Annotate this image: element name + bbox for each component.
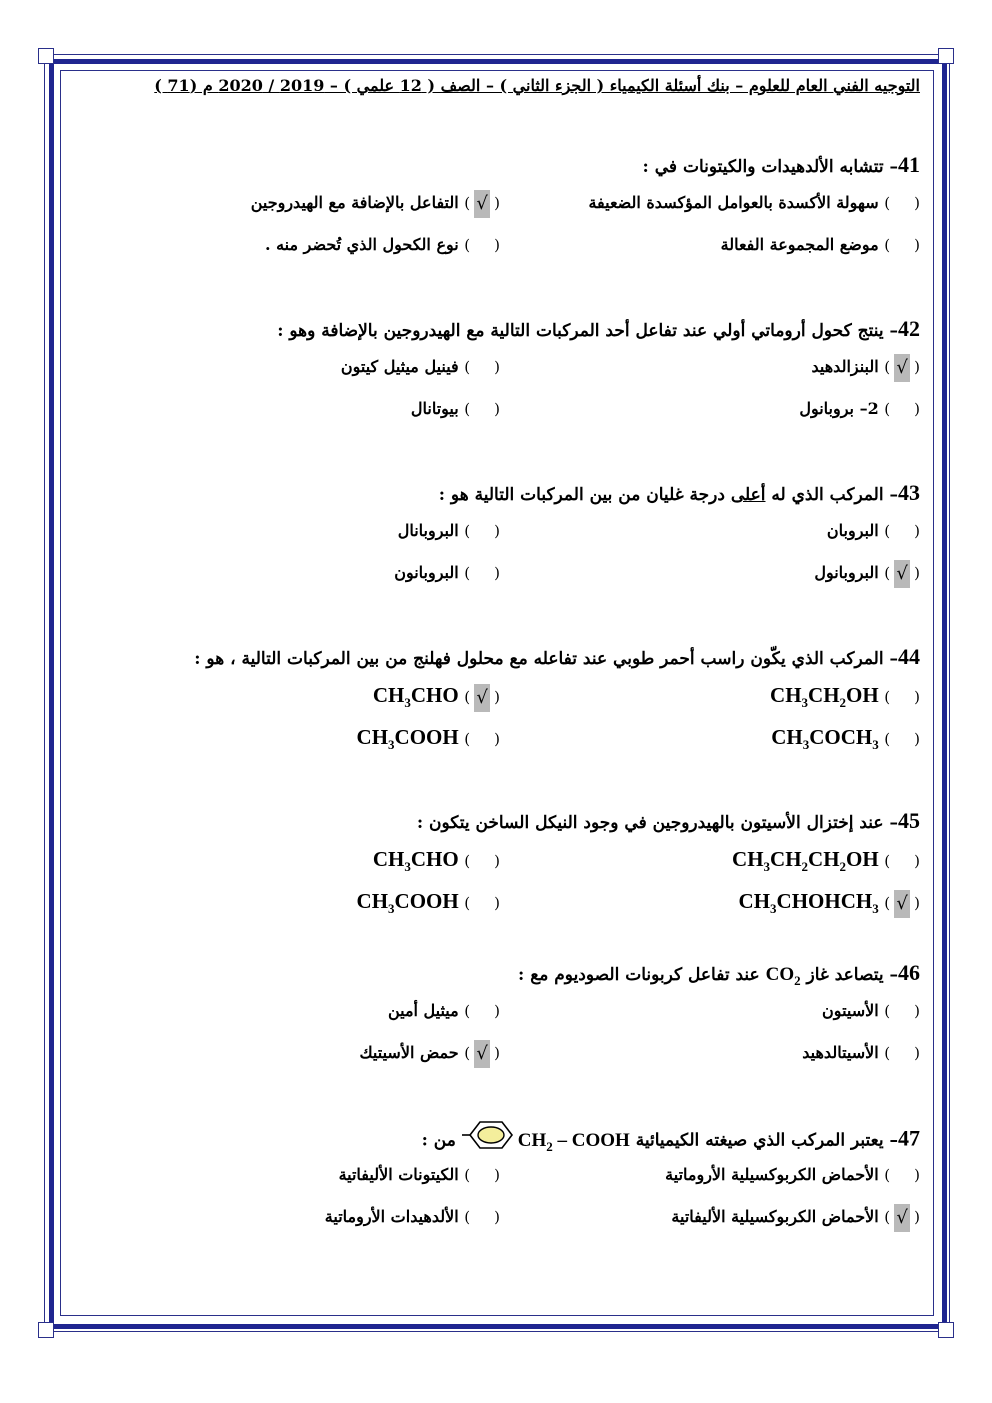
option-label: البنزالدهيد (811, 357, 879, 376)
question-text: عند تفاعل كربونات الصوديوم مع : (518, 965, 766, 985)
option-a[interactable]: () الأسيتون (822, 990, 920, 1032)
option-b[interactable]: () فينيل ميثيل كيتون (341, 346, 500, 388)
answer-box[interactable] (894, 998, 910, 1026)
answer-box[interactable] (894, 684, 910, 712)
option-d[interactable]: () البروبانون (394, 552, 500, 594)
answer-box[interactable]: √ (474, 190, 490, 218)
border-corner (938, 1322, 954, 1338)
question-stem (72, 1120, 920, 1154)
answer-box[interactable] (894, 1162, 910, 1190)
option-b[interactable]: () البروبانال (398, 510, 500, 552)
question-45 (72, 804, 920, 922)
question-number: 45 (898, 808, 920, 833)
option-label: الأحماض الكربوكسيلية الأروماتية (665, 1165, 879, 1184)
question-stem (72, 640, 920, 674)
option-c[interactable]: (√) $CH_3CHOHCH_3$ (738, 889, 920, 917)
answer-box[interactable] (474, 560, 490, 588)
chemical-formula: $CH_3CH_2CH_2OH$ (732, 847, 879, 875)
answer-box[interactable]: √ (894, 1204, 910, 1232)
question-43 (72, 476, 920, 594)
answer-box[interactable] (474, 1162, 490, 1190)
option-b[interactable]: () الكيتونات الأليفاتية (339, 1154, 500, 1196)
option-c[interactable]: () الأسيتالدهيد (802, 1032, 920, 1074)
question-text: – تتشابه الألدهيدات والكيتونات في : (642, 157, 898, 177)
chemical-formula: $CH_3COOH$ (356, 889, 459, 917)
answer-box[interactable] (474, 1204, 490, 1232)
option-d[interactable]: () $CH_3COOH$ (356, 889, 500, 917)
option-d[interactable]: () $CH_3COOH$ (356, 725, 500, 753)
answer-box[interactable] (894, 1040, 910, 1068)
answer-box[interactable] (894, 848, 910, 876)
option-label: موضع المجموعة الفعالة (720, 235, 879, 254)
option-a[interactable]: () سهولة الأكسدة بالعوامل المؤكسدة الضعيفة (588, 182, 920, 224)
option-label: الأسيتون (822, 1001, 879, 1020)
option-label: الأسيتالدهيد (802, 1043, 879, 1062)
question-text: – عند إختزال الأسيتون بالهيدروجين في وجود النيكل الساخن يتكون : (416, 813, 898, 833)
option-label: الكيتونات الأليفاتية (338, 1165, 459, 1184)
answer-box[interactable]: √ (894, 890, 910, 918)
answer-box[interactable] (474, 396, 490, 424)
question-text: – يتصاعد غاز (800, 965, 898, 985)
option-label: البروبانول (814, 563, 879, 582)
option-d[interactable]: () نوع الكحول الذي تُحضر منه . (265, 224, 500, 266)
border-corner (38, 48, 54, 64)
question-46 (72, 956, 920, 1074)
answer-box[interactable] (474, 232, 490, 260)
question-text: من : (421, 1130, 462, 1151)
question-text: – ينتج كحول أروماتي أولي عند تفاعل أحد المركبات التالية مع الهيدروجين بالإضافة وهو : (277, 321, 898, 341)
question-number: 44 (898, 644, 920, 669)
option-c[interactable]: () 2– بروبانول (799, 388, 920, 430)
question-stem (72, 312, 920, 346)
option-b[interactable]: (√) التفاعل بالإضافة مع الهيدروجين (251, 182, 500, 224)
option-a[interactable]: () البروبان (827, 510, 920, 552)
option-label: البروبان (826, 521, 879, 540)
question-number: 41 (898, 152, 920, 177)
question-number: 42 (898, 316, 920, 341)
option-label: الأحماض الكربوكسيلية الأليفاتية (671, 1207, 879, 1226)
option-d[interactable]: (√) حمض الأسيتيك (359, 1032, 500, 1074)
question-number: 46 (898, 960, 920, 985)
question-stem (72, 148, 920, 182)
option-label: الألدهيدات الأروماتية (324, 1207, 459, 1226)
option-b[interactable]: () ميثيل أمين (388, 990, 500, 1032)
border-corner (38, 1322, 54, 1338)
question-42 (72, 312, 920, 430)
option-label: بيوتانال (410, 399, 459, 418)
chemical-formula: $CH_3CH_2OH$ (770, 683, 879, 711)
question-stem (72, 476, 920, 510)
answer-box[interactable] (474, 998, 490, 1026)
option-label: حمض الأسيتيك (359, 1043, 459, 1062)
option-c[interactable]: () موضع المجموعة الفعالة (721, 224, 920, 266)
answer-box[interactable]: √ (474, 684, 490, 712)
option-b[interactable]: () $CH_3CHO$ (372, 847, 500, 875)
chemical-formula: $CH_3CHO$ (372, 847, 459, 875)
question-text: – المركب الذي يكّون راسب أحمر طوبي عند تفاعله مع محلول فهلنج من بين المركبات التالية ، هو : (194, 649, 898, 669)
option-c[interactable]: (√) البروبانول (814, 552, 920, 594)
option-b[interactable]: (√) $CH_3CHO$ (372, 683, 500, 711)
option-label: البروبانون (394, 563, 459, 582)
chemical-formula: $CO_2$ (765, 964, 801, 988)
question-text: درجة غليان من بين المركبات التالية هو : (438, 485, 731, 505)
chemical-formula: $CH_3CHO$ (372, 683, 459, 711)
question-stem (72, 956, 920, 990)
answer-box[interactable] (474, 726, 490, 754)
question-41 (72, 148, 920, 266)
answer-box[interactable] (894, 726, 910, 754)
option-c[interactable]: (√) الأحماض الكربوكسيلية الأليفاتية (671, 1196, 920, 1238)
option-label: ميثيل أمين (387, 1001, 459, 1020)
answer-box[interactable]: √ (894, 560, 910, 588)
chemical-formula: $CH_3CHOHCH_3$ (738, 889, 879, 917)
option-label: نوع الكحول الذي تُحضر منه . (264, 235, 459, 254)
question-text: – المركب الذي له (765, 485, 898, 505)
answer-box[interactable] (474, 518, 490, 546)
option-label: 2– بروبانول (799, 399, 879, 418)
question-44 (72, 640, 920, 758)
option-label: البروبانال (397, 521, 459, 540)
option-d[interactable]: () بيوتانال (411, 388, 500, 430)
chemical-formula: $CH_3COOH$ (356, 725, 459, 753)
chemical-formula: $CH_3COCH_3$ (771, 725, 879, 753)
answer-box[interactable] (894, 232, 910, 260)
question-stem (72, 804, 920, 838)
option-a[interactable]: (√) البنزالدهيد (812, 346, 920, 388)
page-header: التوجيه الفني العام للعلوم – بنك أسئلة الكيمياء ( الجزء الثاني ) – الصف ( 12 علمي ) – 2019 / 2020 م (71 ) (154, 76, 920, 95)
option-label: سهولة الأكسدة بالعوامل المؤكسدة الضعيفة (588, 193, 879, 212)
answer-box[interactable]: √ (894, 354, 910, 382)
question-47 (72, 1120, 920, 1238)
answer-box[interactable] (474, 890, 490, 918)
answer-box[interactable] (474, 848, 490, 876)
option-a[interactable]: () $CH_3CH_2CH_2OH$ (732, 847, 920, 875)
answer-box[interactable] (894, 396, 910, 424)
option-c[interactable]: () $CH_3COCH_3$ (771, 725, 920, 753)
chemical-formula: $CH_2$ – COOH (517, 1129, 630, 1154)
option-a[interactable]: () الأحماض الكربوكسيلية الأروماتية (665, 1154, 920, 1196)
answer-box[interactable] (894, 518, 910, 546)
answer-box[interactable]: √ (474, 1040, 490, 1068)
question-number: 43 (898, 480, 920, 505)
emphasized-word: أعلى (730, 485, 766, 505)
question-number: 47 (898, 1125, 920, 1151)
option-label: فينيل ميثيل كيتون (340, 357, 459, 376)
option-d[interactable]: () الألدهيدات الأروماتية (325, 1196, 500, 1238)
question-text: – يعتبر المركب الذي صيغته الكيميائية (629, 1130, 898, 1151)
answer-box[interactable] (894, 190, 910, 218)
answer-box[interactable] (474, 354, 490, 382)
option-label: التفاعل بالإضافة مع الهيدروجين (250, 193, 459, 212)
option-a[interactable]: () $CH_3CH_2OH$ (770, 683, 920, 711)
border-corner (938, 48, 954, 64)
